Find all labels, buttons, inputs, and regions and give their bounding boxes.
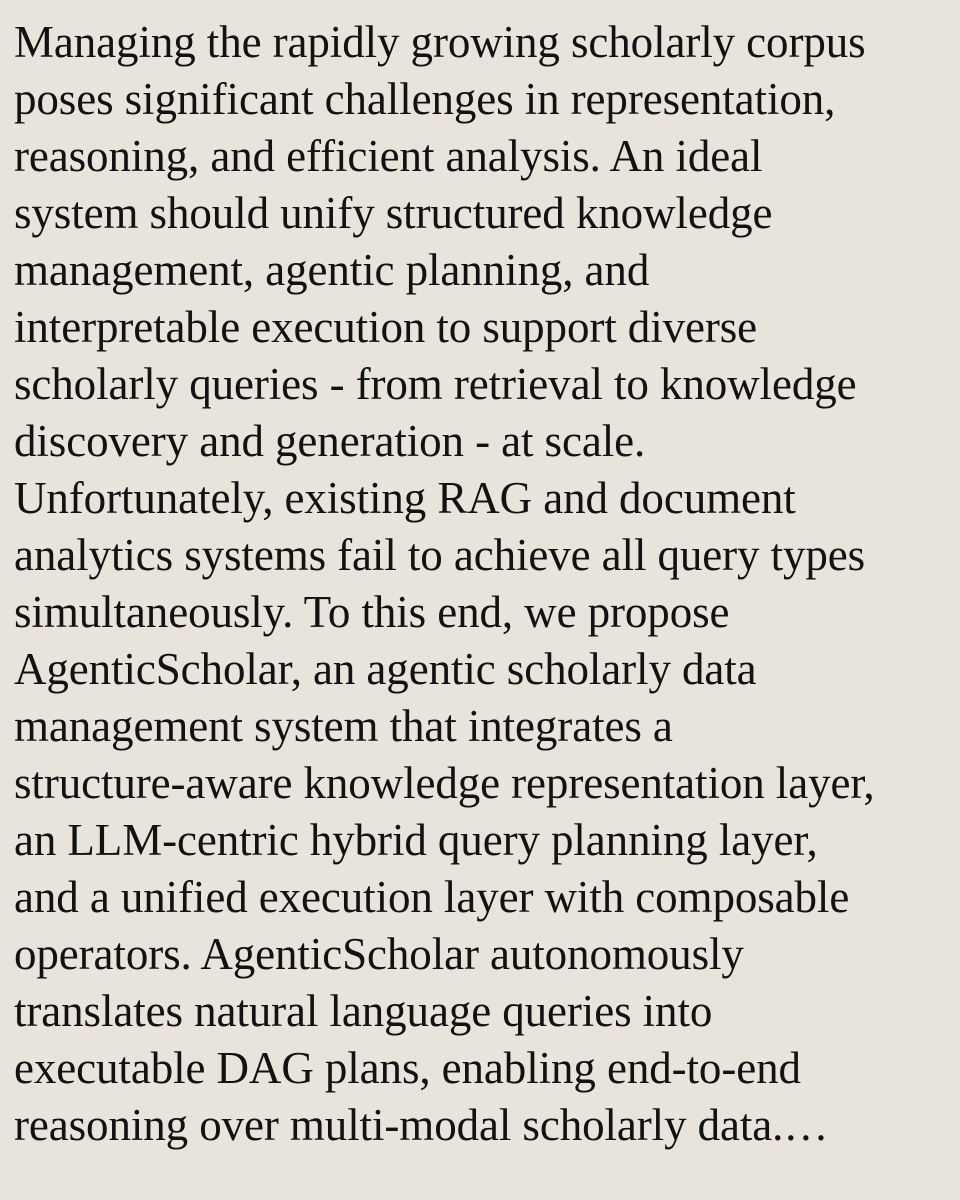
text-line: executable DAG plans, enabling end-to-end bbox=[14, 1043, 801, 1093]
text-line: and a unified execution layer with composable bbox=[14, 872, 850, 922]
text-line: translates natural language queries into bbox=[14, 986, 713, 1036]
text-line: analytics systems fail to achieve all query types bbox=[14, 530, 866, 580]
text-line: an LLM-centric hybrid query planning layer, bbox=[14, 815, 818, 865]
text-line: structure-aware knowledge representation layer, bbox=[14, 758, 875, 808]
text-line: AgenticScholar, an agentic scholarly data bbox=[14, 644, 757, 694]
text-line: operators. AgenticScholar autonomously bbox=[14, 929, 744, 979]
text-line: management system that integrates a bbox=[14, 701, 673, 751]
text-line: system should unify structured knowledge bbox=[14, 188, 773, 238]
text-line: poses significant challenges in representation, bbox=[14, 74, 836, 124]
text-line: management, agentic planning, and bbox=[14, 245, 650, 295]
abstract-text bbox=[14, 14, 950, 1154]
text-line: interpretable execution to support diverse bbox=[14, 302, 758, 352]
text-line: scholarly queries - from retrieval to knowledge bbox=[14, 359, 857, 409]
text-line: Unfortunately, existing RAG and document bbox=[14, 473, 796, 523]
text-line: discovery and generation - at scale. bbox=[14, 416, 646, 466]
text-line: reasoning, and efficient analysis. An ideal bbox=[14, 131, 763, 181]
text-line: simultaneously. To this end, we propose bbox=[14, 587, 730, 637]
text-line: Managing the rapidly growing scholarly corpus bbox=[14, 17, 866, 67]
text-line: reasoning over multi-modal scholarly data.… bbox=[14, 1100, 829, 1150]
